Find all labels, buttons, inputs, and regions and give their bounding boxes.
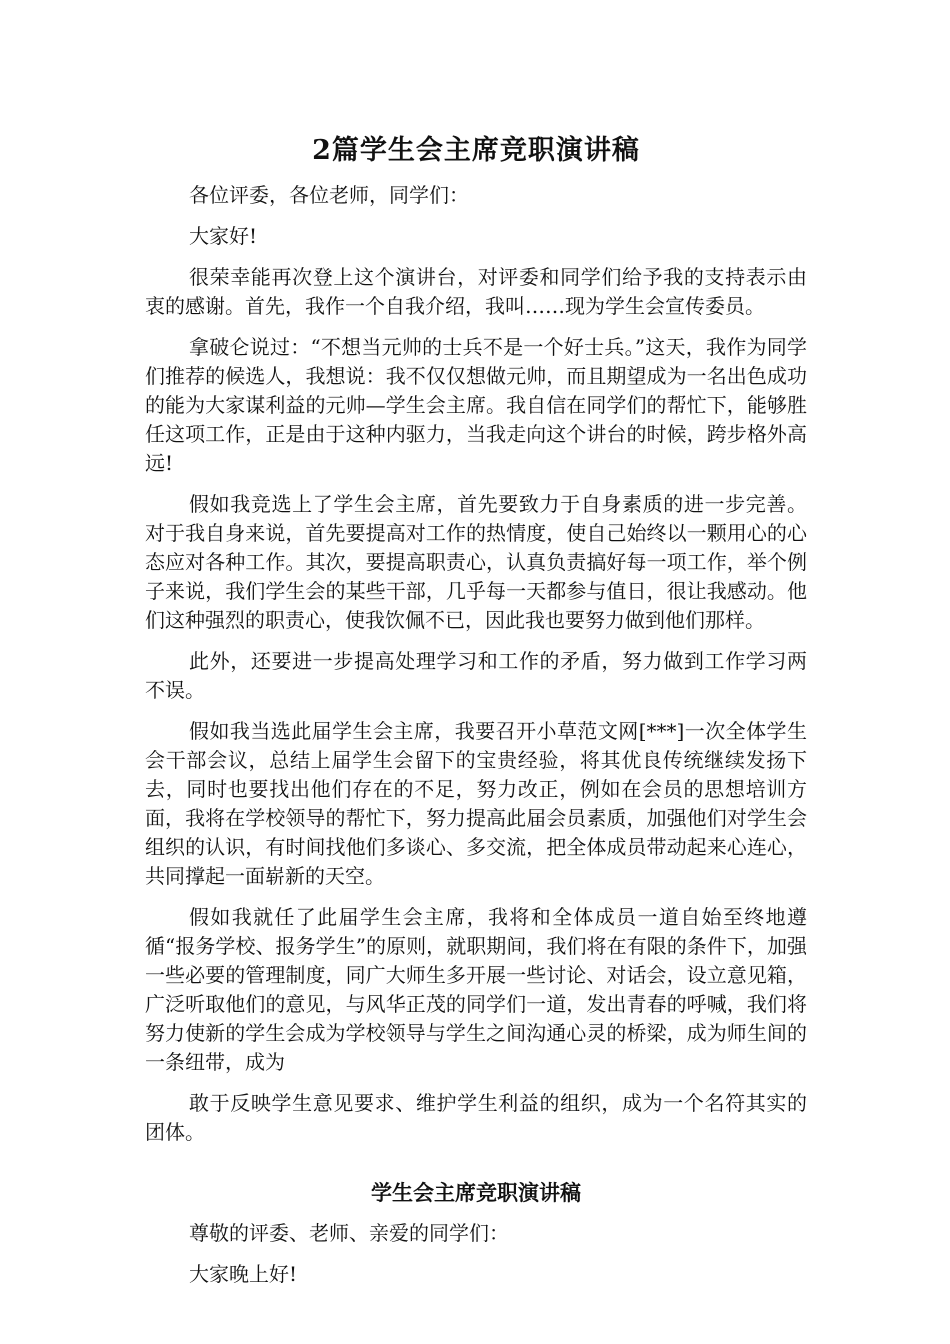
paragraph-napoleon: 拿破仑说过：“不想当元帅的士兵不是一个好士兵。”这天，我作为同学们推荐的候选人，我想说：我不仅仅想做元帅，而且期望成为一名出色成功的能为大家谋利益的元帅—学生会主席。我自信在同学们的帮忙下，能够胜任这项工作，正是由于这种内驱力，当我走向这个讲台的时候，跨步格外高远! (145, 335, 807, 475)
paragraph-hello-2: 大家晚上好! (189, 1262, 298, 1286)
paragraph-hello: 大家好! (189, 224, 258, 248)
document-page (145, 128, 807, 1301)
section-subtitle: 学生会主席竞职演讲稿 (371, 1180, 581, 1205)
document-title: 2篇学生会主席竞职演讲稿 (312, 135, 640, 166)
paragraph-principles: 假如我就任了此届学生会主席，我将和全体成员一道自始至终地遵循“报务学校、报务学生”的原则，就职期间，我们将在有限的条件下，加强一些必要的管理制度，同广大师生多开展一些讨论、对话会，设立意见箱，广泛听取他们的意见，与风华正茂的同学们一道，发出青春的呼喊，我们将努力使新的学生会成为学校领导与学生之间沟通心灵的桥梁，成为师生间的一条纽带，成为 (145, 905, 807, 1074)
paragraph-intro: 很荣幸能再次登上这个演讲台，对评委和同学们给予我的支持表示由衷的感谢。首先，我作一个自我介绍，我叫……现为学生会宣传委员。 (145, 265, 807, 318)
paragraph-meeting: 假如我当选此届学生会主席，我要召开小草范文网[***]一次全体学生会干部会议，总结上届学生会留下的宝贵经验，将其优良传统继续发扬下去，同时也要找出他们存在的不足，努力改正，例如在会员的思想培训方面，我将在学校领导的帮忙下，努力提高此届会员素质，加强他们对学生会组织的认识，有时间找他们多谈心、多交流，把全体成员带动起来心连心，共同撑起一面崭新的天空。 (145, 719, 807, 888)
paragraph-self-improvement: 假如我竞选上了学生会主席，首先要致力于自身素质的进一步完善。对于我自身来说，首先要提高对工作的热情度，使自己始终以一颗用心的心态应对各种工作。其次，要提高职责心，认真负责搞好每一项工作，举个例子来说，我们学生会的某些干部，几乎每一天都参与值日，很让我感动。他们这种强烈的职责心，使我饮佩不已，因此我也要努力做到他们那样。 (145, 492, 807, 632)
paragraph-study-work: 此外，还要进一步提高处理学习和工作的矛盾，努力做到工作学习两不误。 (145, 649, 807, 702)
paragraph-greeting: 各位评委，各位老师，同学们： (189, 183, 469, 207)
paragraph-conclusion: 敢于反映学生意见要求、维护学生利益的组织，成为一个名符其实的团体。 (145, 1091, 807, 1144)
paragraph-greeting-2: 尊敬的评委、老师、亲爱的同学们： (189, 1221, 509, 1245)
